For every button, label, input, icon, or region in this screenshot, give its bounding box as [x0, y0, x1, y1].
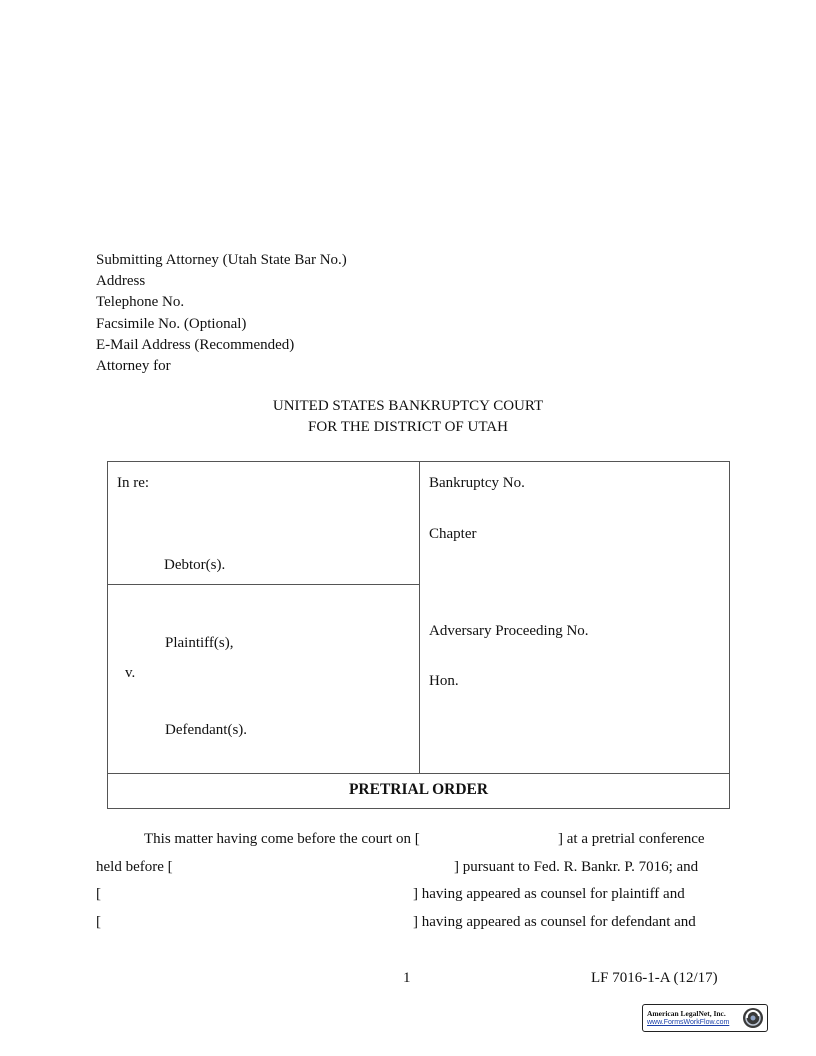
globe-logo-icon — [742, 1007, 764, 1029]
chapter-label: Chapter — [429, 526, 477, 542]
publisher-badge[interactable] — [642, 1004, 768, 1032]
defendants-label: Defendant(s). — [165, 722, 248, 738]
bankruptcy-no-label: Bankruptcy No. — [429, 475, 525, 491]
attorney-line: Address — [96, 273, 146, 290]
judge-label: Hon. — [429, 673, 459, 689]
body-line-1b: ] at a pretrial conference — [558, 831, 705, 847]
attorney-line: Submitting Attorney (Utah State Bar No.) — [96, 252, 347, 268]
plaintiffs-label: Plaintiff(s), — [165, 635, 234, 651]
caption-vertical-divider — [419, 462, 420, 773]
court-name: UNITED STATES BANKRUPTCY COURT — [272, 398, 544, 414]
body-line-3a: [ — [96, 886, 101, 902]
publisher-link[interactable]: www.FormsWorkFlow.com — [647, 1019, 730, 1026]
case-caption-table — [107, 461, 730, 809]
body-line-2b: ] pursuant to Fed. R. Bankr. P. 7016; and — [454, 859, 699, 875]
in-re-label: In re: — [117, 475, 150, 491]
attorney-info-block — [96, 250, 347, 377]
publisher-name: American LegalNet, Inc. — [647, 1009, 726, 1018]
body-line-4a: [ — [96, 914, 101, 930]
document-title: PRETRIAL ORDER — [348, 781, 489, 798]
form-identifier: LF 7016-1-A (12/17) — [591, 970, 718, 986]
body-line-1a: This matter having come before the court on [ — [144, 831, 420, 847]
attorney-line: Telephone No. — [96, 294, 185, 311]
caption-left-divider — [108, 584, 419, 585]
body-line-3b: ] having appeared as counsel for plaintiff and — [413, 886, 685, 902]
page-number: 1 — [403, 970, 411, 986]
body-line-2a: held before [ — [96, 859, 173, 875]
attorney-line: E-Mail Address (Recommended) — [96, 336, 295, 353]
adversary-no-label: Adversary Proceeding No. — [429, 623, 589, 639]
body-line-4b: ] having appeared as counsel for defendant and — [413, 914, 696, 930]
court-heading — [0, 396, 816, 438]
court-district: FOR THE DISTRICT OF UTAH — [308, 419, 508, 435]
attorney-line: Attorney for — [96, 357, 171, 374]
attorney-line: Facsimile No. (Optional) — [96, 315, 247, 332]
debtors-label: Debtor(s). — [164, 557, 226, 573]
versus-label: v. — [125, 665, 136, 681]
